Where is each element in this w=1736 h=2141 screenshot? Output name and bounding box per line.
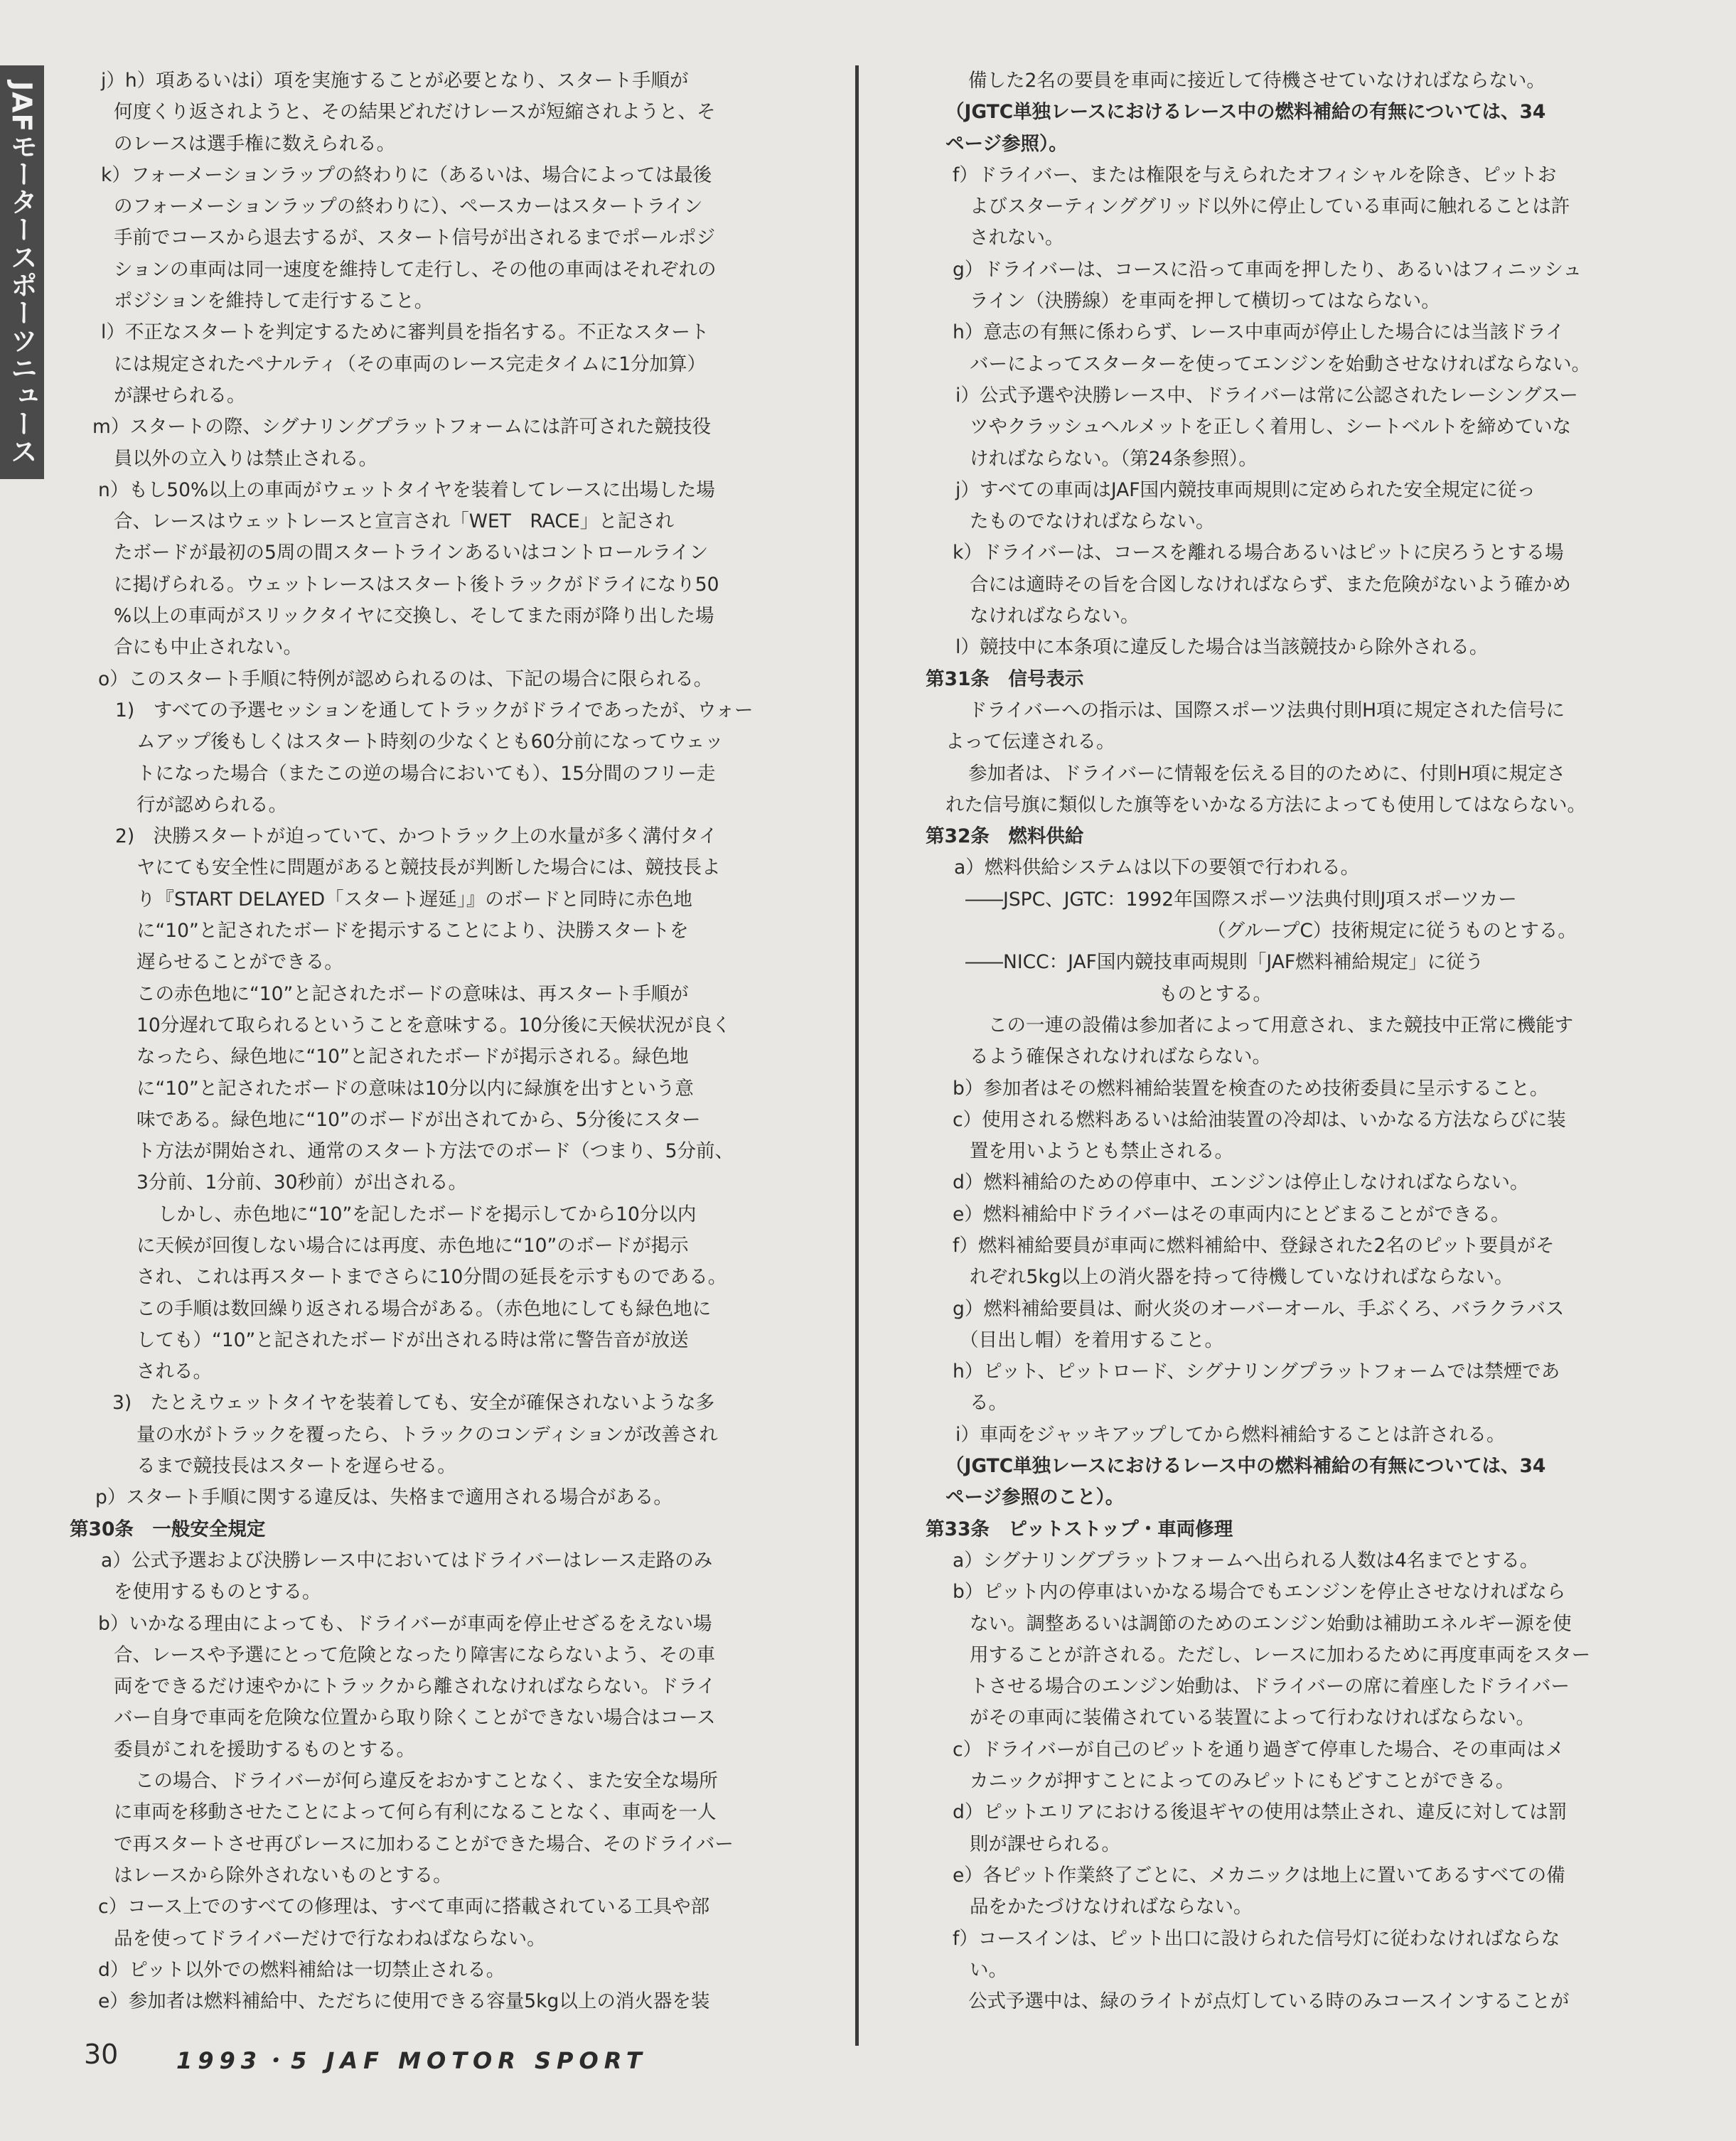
text-line: のフォーメーションラップの終わりに）、ペースカーはスタートライン — [114, 195, 703, 218]
text-line: c）コース上でのすべての修理は、すべて車両に搭載されている工具や部 — [98, 1896, 710, 1919]
text-line: 用することが許される。ただし、レースに加わるために再度車両をスター — [970, 1643, 1591, 1666]
text-line: 手前でコースから退去するが、スタート信号が出されるまでポールポジ — [114, 227, 716, 249]
right-column — [926, 65, 1649, 2017]
text-line: f）ドライバー、または権限を与えられたオフィシャルを除き、ピットお — [953, 163, 1557, 186]
text-line: が課せられる。 — [114, 384, 246, 407]
text-line: 品をかたづけなければならない。 — [970, 1896, 1253, 1919]
text-line: h）ピット、ピットロード、シグナリングプラットフォームでは禁煙であ — [953, 1361, 1560, 1383]
text-line: に天候が回復しない場合には再度、赤色地に“10”のボードが掲示 — [136, 1234, 689, 1257]
text-line: この手順は数回繰り返される場合がある。（赤色地にしても緑色地に — [136, 1297, 712, 1320]
text-line: ければならない。（第24条参照）。 — [970, 447, 1258, 470]
article-heading: 第33条 ピットストップ・車両修理 — [926, 1518, 1233, 1540]
text-line: 2) 決勝スタートが迫っていて、かつトラック上の水量が多く溝付タイ — [115, 825, 718, 848]
text-line: ションの車両は同一速度を維持して走行し、その他の車両はそれぞれの — [114, 258, 717, 281]
text-line: るよう確保されなければならない。 — [970, 1046, 1271, 1068]
text-line: c）使用される燃料あるいは給油装置の冷却は、いかなる方法ならびに装 — [953, 1108, 1566, 1131]
text-line: 量の水がトラックを覆ったら、トラックのコンディションが改善され — [136, 1423, 718, 1446]
text-line: （グループC）技術規定に従うものとする。 — [1207, 920, 1577, 943]
text-line: 参加者は、ドライバーに情報を伝える目的のために、付則H項に規定さ — [968, 762, 1566, 785]
text-line: れた信号旗に類似した旗等をいかなる方法によっても使用してはならない。 — [945, 793, 1586, 816]
text-line: 3) たとえウェットタイヤを装着しても、安全が確保されないような多 — [112, 1392, 715, 1415]
text-line: h）意志の有無に係わらず、レース中車両が停止した場合には当該ドライ — [953, 321, 1565, 344]
text-line: 合、レースや予選にとって危険となったり障害にならないよう、その車 — [114, 1643, 716, 1666]
text-line: j）すべての車両はJAF国内競技車両規則に定められた安全規定に従っ — [955, 478, 1536, 501]
text-line: ツやクラッシュヘルメットを正しく着用し、シートベルトを締めていな — [970, 416, 1572, 439]
text-line: n）もし50%以上の車両がウェットタイヤを装着してレースに出場した場 — [98, 478, 715, 501]
text-line: るまで競技長はスタートを遅らせる。 — [136, 1455, 456, 1478]
text-line: 備した2名の要員を車両に接近して待機させていなければならない。 — [968, 70, 1545, 92]
text-line: ドライバーへの指示は、国際スポーツ法典付則H項に規定された信号に — [968, 699, 1565, 721]
section-tab — [0, 65, 44, 479]
text-line: り『START DELAYED「スタート遅延」』のボードと同時に赤色地 — [136, 888, 692, 911]
text-line: トになった場合（またこの逆の場合においても）、15分間のフリー走 — [136, 762, 716, 785]
text-line: ポジションを維持して走行すること。 — [114, 290, 434, 313]
text-line: ない。調整あるいは調節のためのエンジン始動は補助エネルギー源を使 — [970, 1612, 1572, 1635]
text-line: 合、レースはウェットレースと宣言され「WET RACE」と記され — [114, 510, 675, 533]
text-line: e）各ピット作業終了ごとに、メカニックは地上に置いてあるすべての備 — [953, 1864, 1565, 1887]
text-line: に車両を移動させたことによって何ら有利になることなく、車両を一人 — [114, 1801, 717, 1824]
text-line: b）いかなる理由によっても、ドライバーが車両を停止せざるをえない場 — [98, 1612, 712, 1635]
text-line: には規定されたペナルティ（その車両のレース完走タイムに1分加算） — [114, 353, 707, 375]
text-line: k）フォーメーションラップの終わりに（あるいは、場合によっては最後 — [101, 163, 712, 186]
text-line: この赤色地に“10”と記されたボードの意味は、再スタート手順が — [136, 982, 689, 1005]
text-line: 委員がこれを援助するものとする。 — [114, 1738, 415, 1761]
text-line: に“10”と記されたボードを掲示することにより、決勝スタートを — [136, 920, 689, 943]
text-line: たボードが最初の5周の間スタートラインあるいはコントロールライン — [114, 542, 709, 564]
text-line: い。 — [970, 1958, 1007, 1981]
text-line: で再スタートさせ再びレースに加わることができた場合、そのドライバー — [114, 1833, 734, 1855]
text-line: 合にも中止されない。 — [114, 636, 302, 659]
text-line: る。 — [970, 1392, 1007, 1415]
text-line: され、これは再スタートまでさらに10分間の延長を示すものである。 — [136, 1266, 727, 1289]
text-line: カニックが押すことによってのみピットにもどすことができる。 — [970, 1770, 1515, 1793]
text-line: 行が認められる。 — [136, 793, 287, 816]
text-line: よびスターティンググリッド以外に停止している車両に触れることは許 — [970, 195, 1570, 218]
text-line: ――JSPC、JGTC：1992年国際スポーツ法典付則J項スポーツカー — [965, 888, 1517, 911]
section-tab-label: JAFモータースポーツニュース — [6, 81, 38, 466]
text-line: f）コースインは、ピット出口に設けられた信号灯に従わなければならな — [953, 1927, 1560, 1950]
text-line: i）公式予選や決勝レース中、ドライバーは常に公認されたレーシングスー — [955, 384, 1578, 407]
text-line: i）車両をジャッキアップしてから燃料補給することは許される。 — [955, 1423, 1506, 1446]
text-line: がその車両に装備されている装置によって行わなければならない。 — [970, 1707, 1535, 1729]
text-line: この一連の設備は参加者によって用意され、また競技中正常に機能す — [988, 1014, 1574, 1036]
text-line: しかし、赤色地に“10”を記したボードを掲示してから10分以内 — [158, 1203, 697, 1225]
text-line: 置を用いようとも禁止される。 — [970, 1140, 1233, 1163]
text-line: ト方法が開始され、通常のスタート方法でのボード（つまり、5分前、 — [136, 1140, 734, 1163]
text-line: d）ピット以外での燃料補給は一切禁止される。 — [98, 1958, 505, 1981]
text-line: ライン（決勝線）を車両を押して横切ってはならない。 — [970, 290, 1440, 313]
text-line: c）ドライバーが自己のピットを通り過ぎて停車した場合、その車両はメ — [953, 1738, 1565, 1761]
text-line: g）燃料補給要員は、耐火炎のオーバーオール、手ぶくろ、バラクラバス — [953, 1297, 1565, 1320]
text-line: a）燃料供給システムは以下の要領で行われる。 — [954, 857, 1360, 879]
text-line: ムアップ後もしくはスタート時刻の少なくとも60分前になってウェッ — [136, 731, 724, 753]
text-line: b）ピット内の停車はいかなる場合でもエンジンを停止させなければなら — [953, 1581, 1566, 1604]
text-line: を使用するものとする。 — [114, 1581, 321, 1604]
text-line: 品を使ってドライバーだけで行なわねばならない。 — [114, 1927, 546, 1950]
text-line: 公式予選中は、緑のライトが点灯している時のみコースインすることが — [968, 1990, 1570, 2013]
text-line: ページ参照のこと）。 — [945, 1486, 1125, 1509]
text-line: m）スタートの際、シグナリングプラットフォームには許可された競技役 — [92, 416, 712, 439]
text-line: に“10”と記されたボードの意味は10分以内に緑旗を出すという意 — [136, 1077, 694, 1100]
left-column — [70, 65, 798, 2017]
text-line: （JGTC単独レースにおけるレース中の燃料補給の有無については、34 — [945, 101, 1546, 124]
running-title: 1993・5 JAF MOTOR SPORT — [176, 2047, 648, 2074]
text-line: g）ドライバーは、コースに沿って車両を押したり、あるいはフィニッシュ — [953, 258, 1582, 281]
text-line: f）燃料補給要員が車両に燃料補給中、登録された2名のピット要員がそ — [953, 1234, 1555, 1257]
text-line: k）ドライバーは、コースを離れる場合あるいはピットに戻ろうとする場 — [953, 542, 1564, 564]
text-line: この場合、ドライバーが何ら違反をおかすことなく、また安全な場所 — [135, 1770, 718, 1793]
text-line: 味である。緑色地に“10”のボードが出されてから、5分後にスター — [136, 1108, 701, 1131]
text-line: 3分前、1分前、30秒前）が出される。 — [136, 1171, 467, 1194]
text-line: ものとする。 — [1159, 982, 1272, 1005]
text-line: （目出し帽）を着用すること。 — [960, 1329, 1223, 1351]
text-line: %以上の車両がスリックタイヤに交換し、そしてまた雨が降り出した場 — [114, 605, 714, 628]
text-line: ――NICC：JAF国内競技車両規則「JAF燃料補給規定」に従う — [965, 951, 1484, 974]
text-line: れぞれ5kg以上の消火器を持って待機していなければならない。 — [970, 1266, 1513, 1289]
text-line: （JGTC単独レースにおけるレース中の燃料補給の有無については、34 — [945, 1455, 1546, 1478]
text-line: はレースから除外されないものとする。 — [114, 1864, 452, 1887]
text-line: 何度くり返されようと、その結果どれだけレースが短縮されようと、そ — [114, 101, 716, 124]
text-line: e）参加者は燃料補給中、ただちに使用できる容量5kg以上の消火器を装 — [98, 1990, 710, 2013]
column-divider — [855, 65, 859, 2046]
text-line: o）このスタート手順に特例が認められるのは、下記の場合に限られる。 — [98, 667, 713, 690]
text-line: よって伝達される。 — [945, 731, 1115, 753]
text-line: に掲げられる。ウェットレースはスタート後トラックがドライになり50 — [114, 573, 719, 596]
text-line: のレースは選手権に数えられる。 — [114, 132, 396, 155]
text-line: なければならない。 — [970, 605, 1140, 628]
text-line: しても）“10”と記されたボードが出される時は常に警告音が放送 — [136, 1329, 689, 1351]
text-line: a）シグナリングプラットフォームへ出られる人数は4名までとする。 — [953, 1549, 1539, 1572]
page-number: 30 — [84, 2039, 119, 2070]
article-heading: 第32条 燃料供給 — [926, 825, 1084, 848]
text-line: e）燃料補給中ドライバーはその車両内にとどまることができる。 — [953, 1203, 1510, 1225]
article-heading: 第30条 一般安全規定 — [70, 1518, 266, 1540]
text-line: l）競技中に本条項に違反した場合は当該競技から除外される。 — [955, 636, 1489, 659]
text-line: b）参加者はその燃料補給装置を検査のため技術委員に呈示すること。 — [953, 1077, 1549, 1100]
text-line: 合には適時その旨を合図しなければならず、また危険がないよう確かめ — [970, 573, 1571, 596]
text-line: ヤにても安全性に問題があると競技長が判断した場合には、競技長よ — [136, 857, 721, 879]
text-line: d）ピットエリアにおける後退ギヤの使用は禁止され、違反に対しては罰 — [953, 1801, 1568, 1824]
text-line: 員以外の立入りは禁止される。 — [114, 447, 377, 470]
text-line: p）スタート手順に関する違反は、失格まで適用される場合がある。 — [95, 1486, 673, 1509]
text-line: 1) すべての予選セッションを通してトラックがドライであったが、ウォー — [115, 699, 754, 721]
text-line: ページ参照）。 — [945, 132, 1068, 155]
text-line: 則が課せられる。 — [970, 1833, 1120, 1855]
text-line: l）不正なスタートを判定するために審判員を指名する。不正なスタート — [101, 321, 709, 344]
article-heading: 第31条 信号表示 — [926, 667, 1084, 690]
text-line: される。 — [136, 1361, 212, 1383]
text-line: されない。 — [970, 227, 1064, 249]
text-line: たものでなければならない。 — [970, 510, 1215, 533]
text-line: j）h）項あるいはi）項を実施することが必要となり、スタート手順が — [101, 70, 689, 92]
text-line: a）公式予選および決勝レース中においてはドライバーはレース走路のみ — [101, 1549, 713, 1572]
text-line: 遅らせることができる。 — [136, 951, 343, 974]
text-line: バー自身で車両を危険な位置から取り除くことができない場合はコース — [114, 1707, 716, 1729]
text-line: 両をできるだけ速やかにトラックから離されなければならない。ドライ — [114, 1675, 716, 1698]
text-line: 10分遅れて取られるということを意味する。10分後に天候状況が良く — [136, 1014, 731, 1036]
text-line: バーによってスターターを使ってエンジンを始動させなければならない。 — [970, 353, 1591, 375]
text-line: なったら、緑色地に“10”と記されたボードが掲示される。緑色地 — [136, 1046, 689, 1068]
text-line: トさせる場合のエンジン始動は、ドライバーの席に着座したドライバー — [970, 1675, 1570, 1698]
text-line: d）燃料補給のための停車中、エンジンは停止しなければならない。 — [953, 1171, 1529, 1194]
